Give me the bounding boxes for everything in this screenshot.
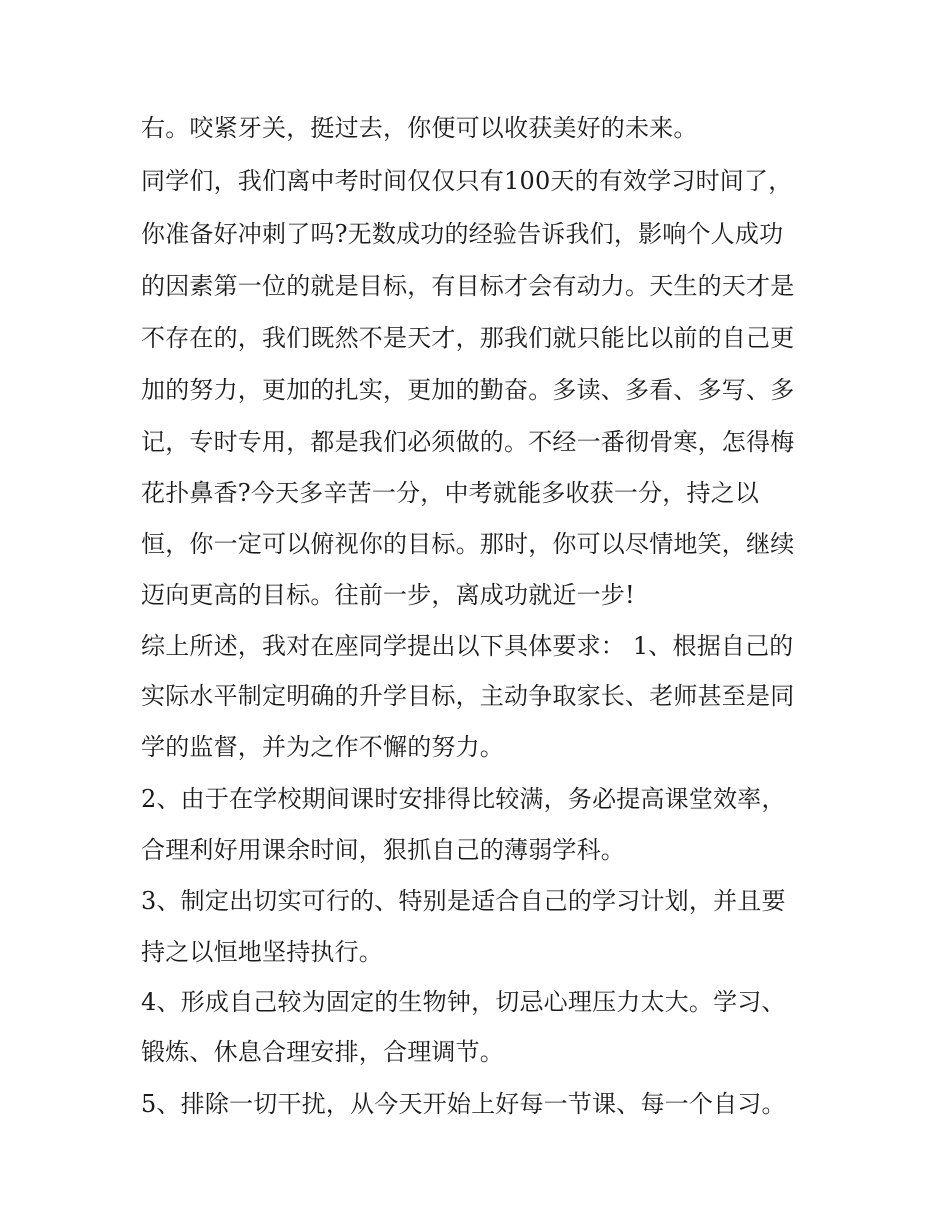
text-line: 3、制定出切实可行的、特别是适合自己的学习计划，并且要 [141,887,786,915]
text-line: 迈向更高的目标。往前一步，离成功就近一步! [141,581,635,609]
text-line: 不存在的，我们既然不是天才，那我们就只能比以前的自己更 [141,324,795,352]
text-line: 恒，你一定可以俯视你的目标。那时，你可以尽情地笑，继续 [141,530,795,558]
text-line: 的因素第一位的就是目标，有目标才会有动力。天生的天才是 [141,272,795,300]
text-line: 加的努力，更加的扎实，更加的勤奋。多读、多看、多写、多 [141,376,795,404]
text-line: 锻炼、休息合理安排，合理调节。 [141,1038,504,1066]
text-line: 你准备好冲刺了吗?无数成功的经验告诉我们，影响个人成功 [141,220,784,248]
text-line: 2、由于在学校期间课时安排得比较满，务必提高课堂效率， [141,785,786,813]
text-line: 学的监督，并为之作不懈的努力。 [141,733,504,761]
text-line: 同学们，我们离中考时间仅仅只有100天的有效学习时间了， [141,167,793,195]
text-line: 花扑鼻香?今天多辛苦一分，中考就能多收获一分，持之以 [141,479,760,507]
text-line: 右。咬紧牙关，挺过去，你便可以收获美好的未来。 [141,114,698,142]
text-line: 合理利好用课余时间，狠抓自己的薄弱学科。 [141,836,625,864]
text-line: 持之以恒地坚持执行。 [141,938,383,966]
text-line: 记，专时专用，都是我们必须做的。不经一番彻骨寒，怎得梅 [141,428,795,456]
text-line: 5、排除一切干扰，从今天开始上好每一节课、每一个自习。 [141,1090,786,1118]
text-line: 实际水平制定明确的升学目标，主动争取家长、老师甚至是同 [141,682,795,710]
text-line: 4、形成自己较为固定的生物钟，切忌心理压力太大。学习、 [141,988,786,1016]
text-line: 综上所述，我对在座同学提出以下具体要求： 1、根据自己的 [141,632,794,660]
